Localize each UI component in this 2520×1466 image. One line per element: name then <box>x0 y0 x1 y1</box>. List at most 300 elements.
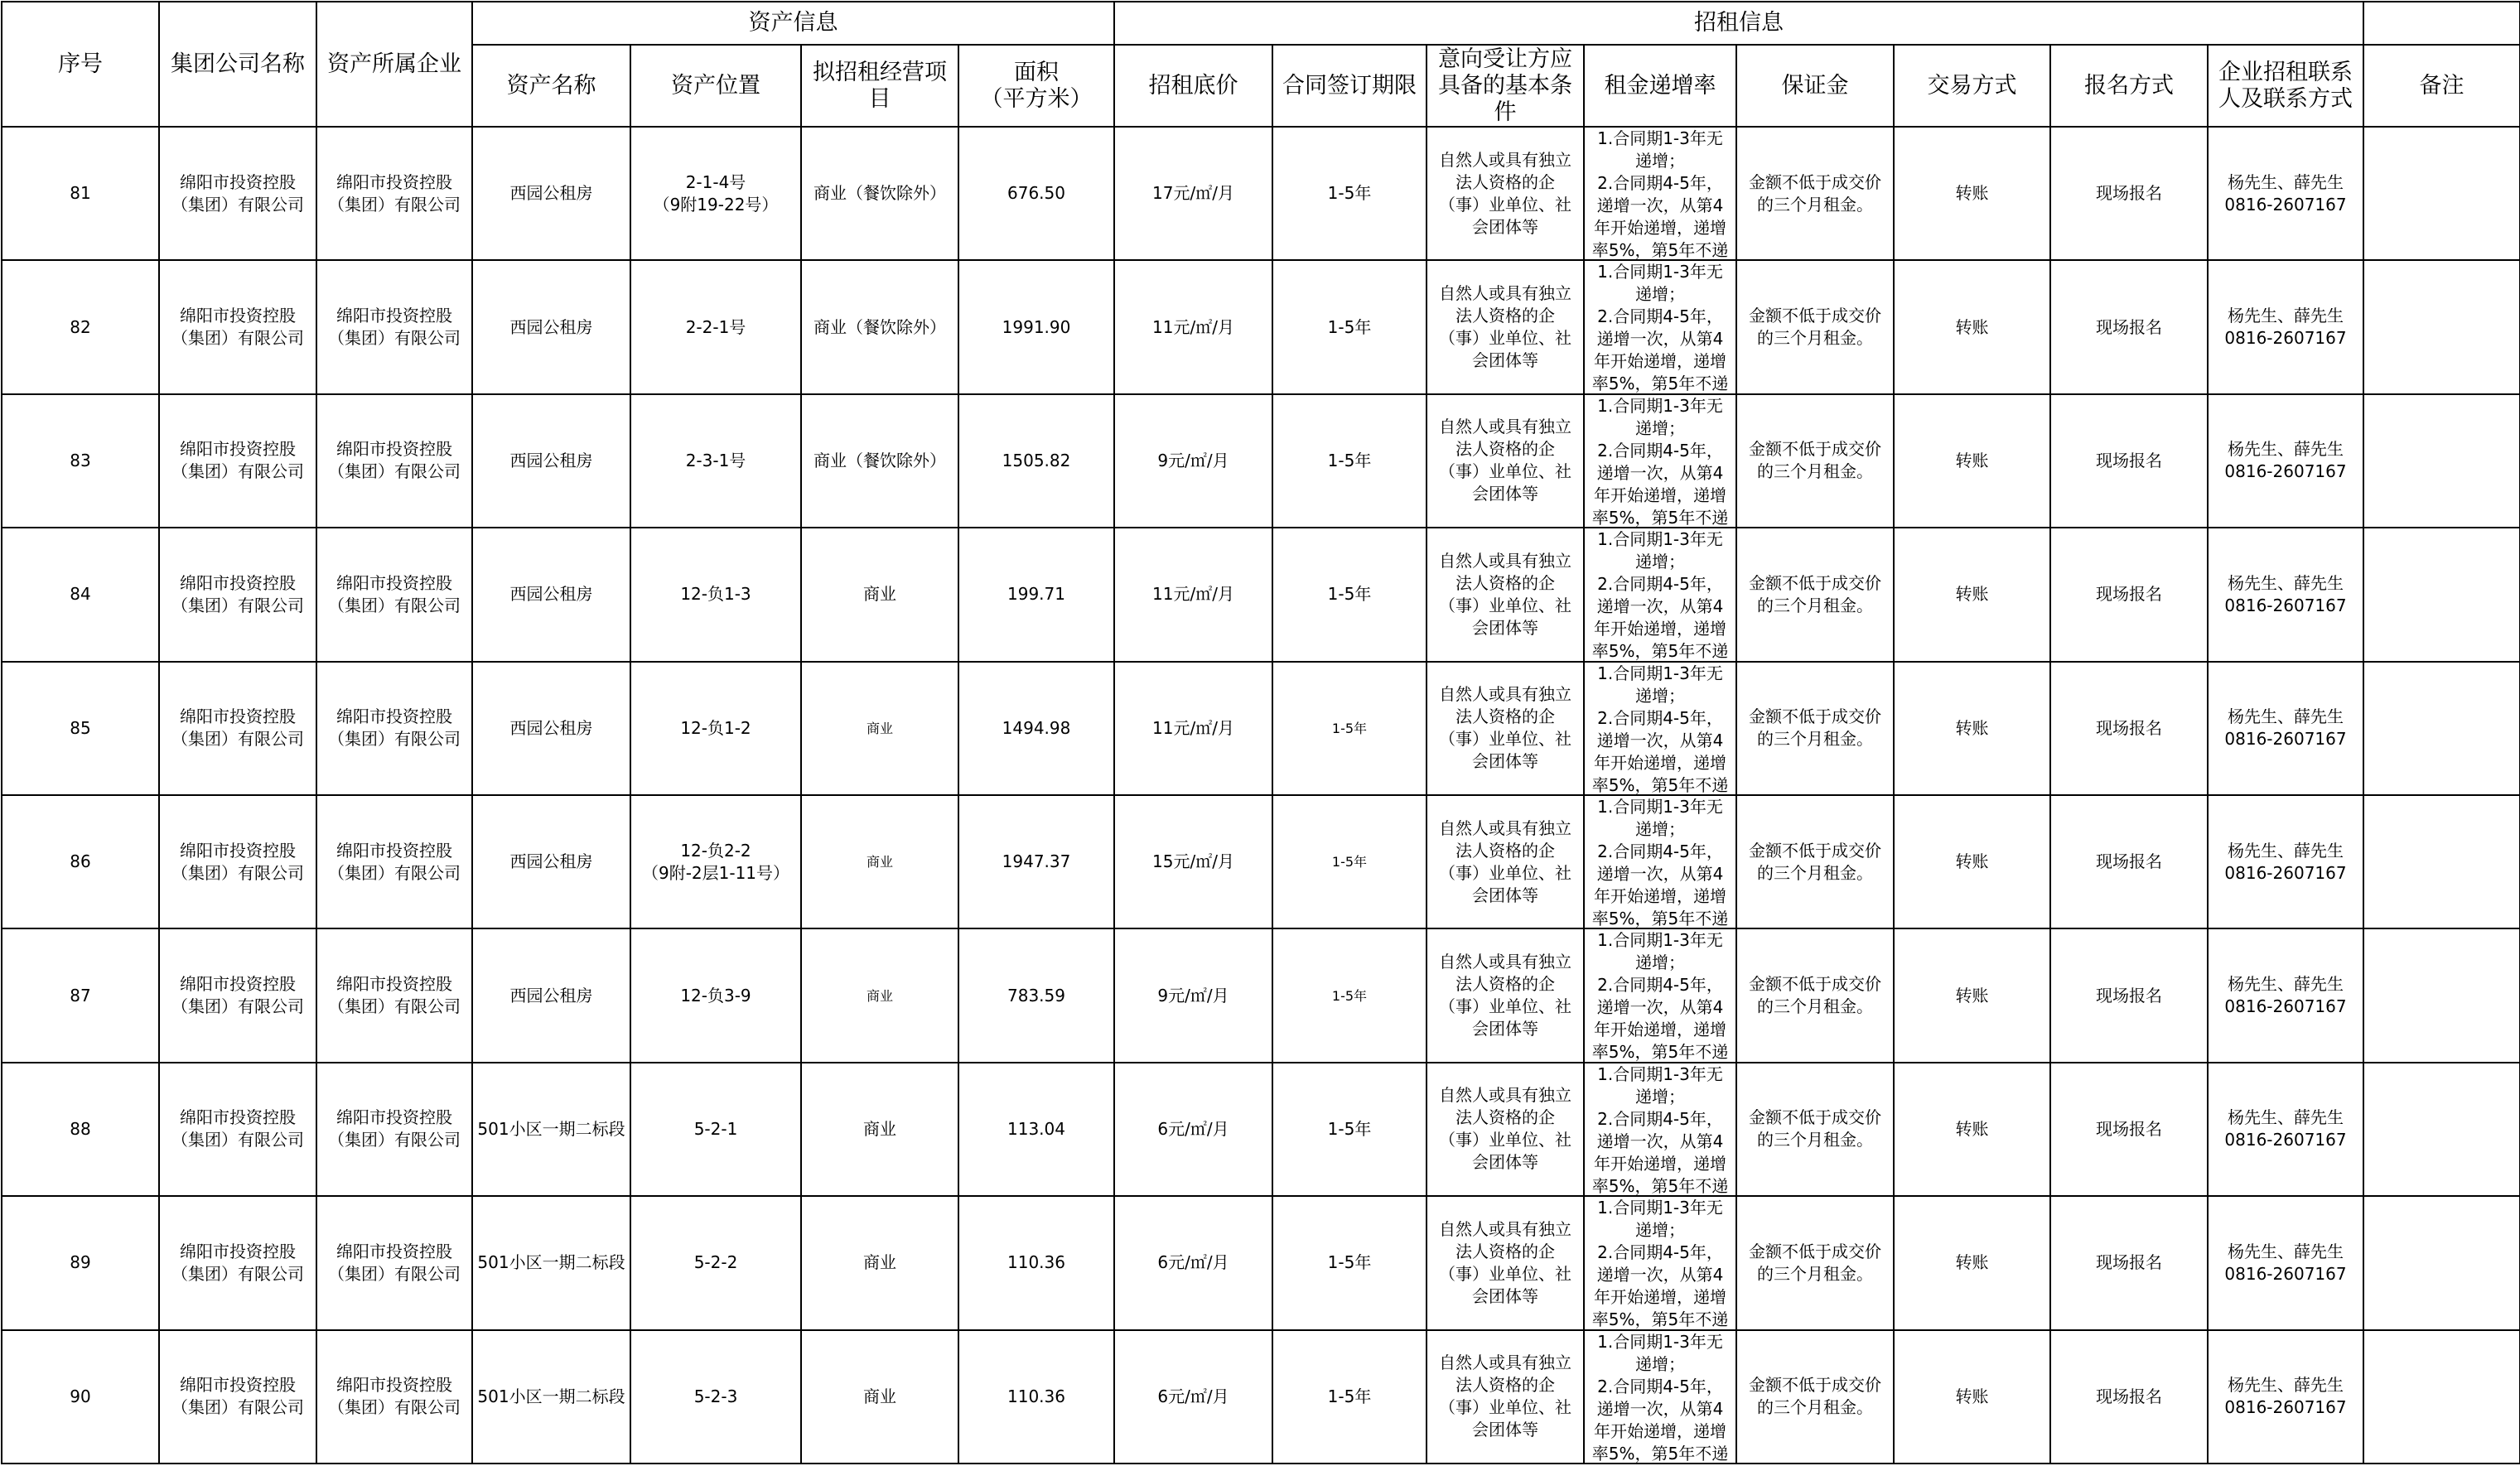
reserve-price-text: 11元/㎡/月 <box>1152 316 1234 337</box>
owner-company-text: 绵阳市投资控股 （集团）有限公司 <box>328 1241 461 1284</box>
location-text: 12-负1-2 <box>680 717 751 738</box>
cell-contact <box>2208 394 2363 528</box>
business-text: 商业 <box>866 987 893 1004</box>
cell-rent-increase <box>1584 662 1736 795</box>
asset-name-text: 501小区一期二标段 <box>477 1252 625 1273</box>
header-location <box>630 45 801 127</box>
cell-no <box>2 1196 159 1329</box>
cell-remarks <box>2363 1063 2520 1196</box>
owner-company-text: 绵阳市投资控股 （集团）有限公司 <box>328 171 461 215</box>
cell-deposit <box>1736 127 1894 260</box>
header-asset-name <box>472 45 630 127</box>
cell-contact <box>2208 1196 2363 1329</box>
cell-location <box>630 795 801 928</box>
cell-owner-company <box>316 260 472 393</box>
rent-increase-text: 1.合同期1-3年无 递增； 2.合同期4-5年， 递增一次，从第4 年开始递增，递增 率5%，第5年不递 <box>1591 930 1729 1062</box>
cell-requirements <box>1427 127 1584 260</box>
table-body <box>2 127 2520 1464</box>
cell-asset-name <box>472 928 630 1062</box>
cell-term <box>1272 394 1427 528</box>
cell-area <box>958 394 1114 528</box>
cell-asset-name <box>472 394 630 528</box>
cell-reserve-price <box>1114 528 1272 661</box>
header-owner-company <box>316 2 472 127</box>
cell-reserve-price <box>1114 260 1272 393</box>
reserve-price-text: 6元/㎡/月 <box>1157 1386 1229 1406</box>
cell-group-company <box>159 1330 316 1464</box>
cell-location <box>630 528 801 661</box>
cell-asset-name <box>472 127 630 260</box>
cell-asset-name <box>472 1196 630 1329</box>
term-text: 1-5年 <box>1327 316 1372 337</box>
term-text: 1-5年 <box>1327 1386 1372 1406</box>
cell-business <box>801 1063 958 1196</box>
area-text: 1991.90 <box>1002 316 1071 337</box>
header-deposit <box>1736 45 1894 127</box>
header-remarks-spacer <box>2363 2 2520 45</box>
business-text: 商业 <box>863 1386 896 1406</box>
header-row-groups <box>2 2 2520 45</box>
no-text: 89 <box>70 1252 91 1273</box>
cell-owner-company <box>316 1330 472 1464</box>
cell-term <box>1272 260 1427 393</box>
header-term <box>1272 45 1427 127</box>
header-area-text: 面积 （平方米） <box>980 59 1093 112</box>
cell-rent-increase <box>1584 260 1736 393</box>
lease-listing-table <box>1 1 2520 1464</box>
group-header-asset-info <box>472 2 1114 45</box>
cell-requirements <box>1427 260 1584 393</box>
cell-remarks <box>2363 795 2520 928</box>
area-text: 110.36 <box>1007 1386 1065 1406</box>
header-transaction <box>1894 45 2050 127</box>
cell-rent-increase <box>1584 1063 1736 1196</box>
cell-term <box>1272 1330 1427 1464</box>
cell-transaction <box>1894 528 2050 661</box>
rent-increase-text: 1.合同期1-3年无 递增； 2.合同期4-5年， 递增一次，从第4 年开始递增，递增 率5%，第5年不递 <box>1591 663 1729 794</box>
header-location-text: 资产位置 <box>671 72 760 99</box>
cell-contact <box>2208 928 2363 1062</box>
cell-business <box>801 528 958 661</box>
registration-text: 现场报名 <box>2096 1386 2162 1406</box>
cell-registration <box>2050 528 2208 661</box>
cell-group-company <box>159 127 316 260</box>
cell-no <box>2 1330 159 1464</box>
location-text: 5-2-2 <box>693 1252 738 1273</box>
cell-group-company <box>159 795 316 928</box>
cell-location <box>630 1196 801 1329</box>
cell-requirements <box>1427 528 1584 661</box>
cell-transaction <box>1894 1330 2050 1464</box>
registration-text: 现场报名 <box>2096 450 2162 470</box>
remarks-text <box>2364 395 2519 527</box>
contact-text: 杨先生、薛先生 0816-2607167 <box>2224 439 2347 482</box>
group-company-text: 绵阳市投资控股 （集团）有限公司 <box>171 974 304 1017</box>
cell-contact <box>2208 662 2363 795</box>
term-text: 1-5年 <box>1327 1118 1372 1139</box>
cell-area <box>958 1063 1114 1196</box>
registration-text: 现场报名 <box>2096 717 2162 738</box>
owner-company-text: 绵阳市投资控股 （集团）有限公司 <box>328 1375 461 1418</box>
cell-no <box>2 928 159 1062</box>
location-text: 12-负2-2 （9附-2层1-11号） <box>641 840 790 883</box>
cell-deposit <box>1736 1063 1894 1196</box>
location-text: 2-1-4号 （9附19-22号） <box>653 171 779 215</box>
cell-reserve-price <box>1114 127 1272 260</box>
table-row <box>2 394 2520 528</box>
cell-registration <box>2050 127 2208 260</box>
reserve-price-text: 6元/㎡/月 <box>1157 1252 1229 1273</box>
cell-transaction <box>1894 928 2050 1062</box>
cell-requirements <box>1427 1330 1584 1464</box>
registration-text: 现场报名 <box>2096 316 2162 337</box>
group-company-text: 绵阳市投资控股 （集团）有限公司 <box>171 572 304 615</box>
business-text: 商业 <box>866 854 893 870</box>
remarks-text <box>2364 663 2519 794</box>
rent-increase-text: 1.合同期1-3年无 递增； 2.合同期4-5年， 递增一次，从第4 年开始递增，递增 率5%，第5年不递 <box>1591 796 1729 928</box>
cell-reserve-price <box>1114 928 1272 1062</box>
header-no <box>2 2 159 127</box>
contact-text: 杨先生、薛先生 0816-2607167 <box>2224 306 2347 349</box>
table-row <box>2 1196 2520 1329</box>
header-registration-text: 报名方式 <box>2084 72 2174 99</box>
table-row <box>2 928 2520 1062</box>
cell-business <box>801 795 958 928</box>
owner-company-text: 绵阳市投资控股 （集团）有限公司 <box>328 439 461 482</box>
no-text: 86 <box>70 851 91 872</box>
cell-transaction <box>1894 260 2050 393</box>
cell-location <box>630 1330 801 1464</box>
header-rent-increase-text: 租金递增率 <box>1604 72 1716 99</box>
table-row <box>2 1063 2520 1196</box>
business-text: 商业（餐饮除外） <box>813 183 946 204</box>
business-text: 商业（餐饮除外） <box>813 316 946 337</box>
rent-increase-text: 1.合同期1-3年无 递增； 2.合同期4-5年， 递增一次，从第4 年开始递增，递增 率5%，第5年不递 <box>1591 128 1729 260</box>
contact-text: 杨先生、薛先生 0816-2607167 <box>2224 171 2347 215</box>
cell-transaction <box>1894 1063 2050 1196</box>
cell-business <box>801 662 958 795</box>
rent-increase-text: 1.合同期1-3年无 递增； 2.合同期4-5年， 递增一次，从第4 年开始递增，递增 率5%，第5年不递 <box>1591 1063 1729 1196</box>
deposit-text: 金额不低于成交价 的三个月租金。 <box>1749 439 1881 482</box>
cell-term <box>1272 795 1427 928</box>
cell-owner-company <box>316 127 472 260</box>
business-text: 商业（餐饮除外） <box>813 450 946 470</box>
cell-business <box>801 260 958 393</box>
owner-company-text: 绵阳市投资控股 （集团）有限公司 <box>328 306 461 349</box>
deposit-text: 金额不低于成交价 的三个月租金。 <box>1749 1375 1881 1418</box>
cell-rent-increase <box>1584 394 1736 528</box>
reserve-price-text: 9元/㎡/月 <box>1157 450 1229 470</box>
deposit-text: 金额不低于成交价 的三个月租金。 <box>1749 840 1881 883</box>
cell-asset-name <box>472 260 630 393</box>
cell-transaction <box>1894 662 2050 795</box>
remarks-text <box>2364 528 2519 660</box>
cell-group-company <box>159 928 316 1062</box>
cell-term <box>1272 1063 1427 1196</box>
group-header-asset-info-text: 资产信息 <box>748 10 838 36</box>
cell-contact <box>2208 1063 2363 1196</box>
cell-registration <box>2050 795 2208 928</box>
header-business-text: 拟招租经营项 目 <box>813 59 947 112</box>
cell-rent-increase <box>1584 127 1736 260</box>
header-term-text: 合同签订期限 <box>1282 72 1417 99</box>
header-remarks <box>2363 45 2520 127</box>
registration-text: 现场报名 <box>2096 584 2162 605</box>
requirements-text: 自然人或具有独立 法人资格的企 （事）业单位、社 会团体等 <box>1439 283 1571 371</box>
header-contact <box>2208 45 2363 127</box>
contact-text: 杨先生、薛先生 0816-2607167 <box>2224 572 2347 615</box>
area-text: 1494.98 <box>1002 717 1071 738</box>
cell-deposit <box>1736 662 1894 795</box>
contact-text: 杨先生、薛先生 0816-2607167 <box>2224 974 2347 1017</box>
deposit-text: 金额不低于成交价 的三个月租金。 <box>1749 1107 1881 1150</box>
cell-asset-name <box>472 528 630 661</box>
cell-transaction <box>1894 127 2050 260</box>
rent-increase-text: 1.合同期1-3年无 递增； 2.合同期4-5年， 递增一次，从第4 年开始递增，递增 率5%，第5年不递 <box>1591 262 1729 393</box>
cell-registration <box>2050 260 2208 393</box>
cell-owner-company <box>316 1196 472 1329</box>
cell-location <box>630 662 801 795</box>
owner-company-text: 绵阳市投资控股 （集团）有限公司 <box>328 572 461 615</box>
header-registration <box>2050 45 2208 127</box>
cell-reserve-price <box>1114 1063 1272 1196</box>
cell-no <box>2 528 159 661</box>
term-text: 1-5年 <box>1331 854 1368 870</box>
cell-term <box>1272 127 1427 260</box>
cell-rent-increase <box>1584 1330 1736 1464</box>
group-company-text: 绵阳市投资控股 （集团）有限公司 <box>171 1107 304 1150</box>
cell-business <box>801 127 958 260</box>
cell-contact <box>2208 260 2363 393</box>
no-text: 82 <box>70 316 91 337</box>
cell-remarks <box>2363 394 2520 528</box>
cell-no <box>2 795 159 928</box>
remarks-text <box>2364 1063 2519 1195</box>
group-company-text: 绵阳市投资控股 （集团）有限公司 <box>171 706 304 750</box>
cell-registration <box>2050 394 2208 528</box>
cell-deposit <box>1736 528 1894 661</box>
cell-area <box>958 795 1114 928</box>
asset-name-text: 501小区一期二标段 <box>477 1386 625 1406</box>
transaction-text: 转账 <box>1955 1118 1989 1139</box>
cell-owner-company <box>316 662 472 795</box>
term-text: 1-5年 <box>1327 1252 1372 1273</box>
cell-remarks <box>2363 662 2520 795</box>
remarks-text <box>2364 796 2519 928</box>
table-row <box>2 662 2520 795</box>
cell-transaction <box>1894 1196 2050 1329</box>
cell-rent-increase <box>1584 928 1736 1062</box>
cell-contact <box>2208 127 2363 260</box>
owner-company-text: 绵阳市投资控股 （集团）有限公司 <box>328 1107 461 1150</box>
cell-no <box>2 260 159 393</box>
asset-name-text: 西园公租房 <box>509 316 593 337</box>
term-text: 1-5年 <box>1331 987 1368 1004</box>
deposit-text: 金额不低于成交价 的三个月租金。 <box>1749 706 1881 750</box>
reserve-price-text: 11元/㎡/月 <box>1152 717 1234 738</box>
cell-deposit <box>1736 260 1894 393</box>
header-requirements-text: 意向受让方应 具备的基本条 件 <box>1438 46 1572 125</box>
header-rent-increase <box>1584 45 1736 127</box>
cell-area <box>958 662 1114 795</box>
deposit-text: 金额不低于成交价 的三个月租金。 <box>1749 974 1881 1017</box>
location-text: 12-负3-9 <box>680 985 751 1005</box>
cell-requirements <box>1427 1063 1584 1196</box>
header-no-text: 序号 <box>58 51 103 77</box>
rent-increase-text: 1.合同期1-3年无 递增； 2.合同期4-5年， 递增一次，从第4 年开始递增，递增 率5%，第5年不递 <box>1591 395 1729 528</box>
cell-area <box>958 928 1114 1062</box>
table-row <box>2 127 2520 260</box>
cell-transaction <box>1894 795 2050 928</box>
cell-asset-name <box>472 795 630 928</box>
table-row <box>2 795 2520 928</box>
cell-remarks <box>2363 260 2520 393</box>
remarks-text <box>2364 929 2519 1061</box>
header-asset-name-text: 资产名称 <box>506 72 596 99</box>
cell-registration <box>2050 928 2208 1062</box>
requirements-text: 自然人或具有独立 法人资格的企 （事）业单位、社 会团体等 <box>1439 684 1571 772</box>
requirements-text: 自然人或具有独立 法人资格的企 （事）业单位、社 会团体等 <box>1439 1353 1571 1440</box>
header-reserve-price-text: 招租底价 <box>1148 72 1238 99</box>
term-text: 1-5年 <box>1327 450 1372 470</box>
business-text: 商业 <box>863 584 896 605</box>
location-text: 12-负1-3 <box>680 584 751 605</box>
cell-asset-name <box>472 662 630 795</box>
cell-location <box>630 127 801 260</box>
term-text: 1-5年 <box>1331 720 1368 736</box>
cell-asset-name <box>472 1063 630 1196</box>
cell-reserve-price <box>1114 1330 1272 1464</box>
no-text: 88 <box>70 1118 91 1139</box>
deposit-text: 金额不低于成交价 的三个月租金。 <box>1749 572 1881 615</box>
cell-deposit <box>1736 1196 1894 1329</box>
cell-remarks <box>2363 928 2520 1062</box>
header-group-company-text: 集团公司名称 <box>171 51 305 77</box>
owner-company-text: 绵阳市投资控股 （集团）有限公司 <box>328 974 461 1017</box>
transaction-text: 转账 <box>1955 985 1989 1005</box>
asset-name-text: 西园公租房 <box>509 851 593 872</box>
transaction-text: 转账 <box>1955 316 1989 337</box>
cell-area <box>958 1196 1114 1329</box>
cell-registration <box>2050 1196 2208 1329</box>
transaction-text: 转账 <box>1955 717 1989 738</box>
contact-text: 杨先生、薛先生 0816-2607167 <box>2224 1107 2347 1150</box>
reserve-price-text: 17元/㎡/月 <box>1152 183 1234 204</box>
cell-owner-company <box>316 528 472 661</box>
cell-area <box>958 1330 1114 1464</box>
owner-company-text: 绵阳市投资控股 （集团）有限公司 <box>328 706 461 750</box>
table-row <box>2 528 2520 661</box>
registration-text: 现场报名 <box>2096 1252 2162 1273</box>
asset-name-text: 西园公租房 <box>509 450 593 470</box>
cell-location <box>630 928 801 1062</box>
rent-increase-text: 1.合同期1-3年无 递增； 2.合同期4-5年， 递增一次，从第4 年开始递增，递增 率5%，第5年不递 <box>1591 529 1729 661</box>
header-owner-company-text: 资产所属企业 <box>327 51 461 77</box>
business-text: 商业 <box>866 720 893 736</box>
term-text: 1-5年 <box>1327 183 1372 204</box>
group-company-text: 绵阳市投资控股 （集团）有限公司 <box>171 306 304 349</box>
location-text: 5-2-3 <box>693 1386 738 1406</box>
registration-text: 现场报名 <box>2096 1118 2162 1139</box>
table-header <box>2 2 2520 127</box>
header-requirements <box>1427 45 1584 127</box>
cell-business <box>801 1330 958 1464</box>
cell-owner-company <box>316 394 472 528</box>
cell-term <box>1272 928 1427 1062</box>
reserve-price-text: 6元/㎡/月 <box>1157 1118 1229 1139</box>
cell-rent-increase <box>1584 528 1736 661</box>
registration-text: 现场报名 <box>2096 985 2162 1005</box>
rent-increase-text: 1.合同期1-3年无 递增； 2.合同期4-5年， 递增一次，从第4 年开始递增，递增 率5%，第5年不递 <box>1591 1198 1729 1329</box>
cell-rent-increase <box>1584 1196 1736 1329</box>
cell-deposit <box>1736 394 1894 528</box>
header-contact-text: 企业招租联系 人及联系方式 <box>2218 59 2353 112</box>
cell-remarks <box>2363 528 2520 661</box>
table-row <box>2 260 2520 393</box>
cell-owner-company <box>316 795 472 928</box>
no-text: 83 <box>70 450 91 470</box>
business-text: 商业 <box>863 1252 896 1273</box>
cell-term <box>1272 1196 1427 1329</box>
header-remarks-text: 备注 <box>2419 72 2464 99</box>
rent-increase-text: 1.合同期1-3年无 递增； 2.合同期4-5年， 递增一次，从第4 年开始递增，递增 率5%，第5年不递 <box>1591 1331 1729 1463</box>
area-text: 1947.37 <box>1002 851 1071 872</box>
no-text: 84 <box>70 584 91 605</box>
cell-contact <box>2208 795 2363 928</box>
cell-contact <box>2208 528 2363 661</box>
table-row <box>2 1330 2520 1464</box>
cell-location <box>630 260 801 393</box>
cell-requirements <box>1427 928 1584 1062</box>
no-text: 85 <box>70 717 91 738</box>
header-deposit-text: 保证金 <box>1781 72 1849 99</box>
requirements-text: 自然人或具有独立 法人资格的企 （事）业单位、社 会团体等 <box>1439 149 1571 237</box>
asset-name-text: 西园公租房 <box>509 183 593 204</box>
cell-area <box>958 528 1114 661</box>
contact-text: 杨先生、薛先生 0816-2607167 <box>2224 1241 2347 1284</box>
requirements-text: 自然人或具有独立 法人资格的企 （事）业单位、社 会团体等 <box>1439 1218 1571 1306</box>
group-header-lease-info-text: 招租信息 <box>1694 10 1784 36</box>
cell-owner-company <box>316 1063 472 1196</box>
contact-text: 杨先生、薛先生 0816-2607167 <box>2224 1375 2347 1418</box>
location-text: 5-2-1 <box>693 1118 738 1139</box>
header-business <box>801 45 958 127</box>
reserve-price-text: 15元/㎡/月 <box>1152 851 1234 872</box>
area-text: 113.04 <box>1007 1118 1065 1139</box>
area-text: 783.59 <box>1007 985 1065 1005</box>
no-text: 90 <box>70 1386 91 1406</box>
cell-location <box>630 1063 801 1196</box>
group-company-text: 绵阳市投资控股 （集团）有限公司 <box>171 840 304 883</box>
cell-registration <box>2050 1063 2208 1196</box>
group-company-text: 绵阳市投资控股 （集团）有限公司 <box>171 1241 304 1284</box>
location-text: 2-2-1号 <box>685 316 746 337</box>
asset-name-text: 501小区一期二标段 <box>477 1118 625 1139</box>
remarks-text <box>2364 1197 2519 1329</box>
cell-no <box>2 662 159 795</box>
cell-remarks <box>2363 127 2520 260</box>
cell-requirements <box>1427 662 1584 795</box>
asset-name-text: 西园公租房 <box>509 717 593 738</box>
cell-business <box>801 928 958 1062</box>
transaction-text: 转账 <box>1955 1252 1989 1273</box>
cell-reserve-price <box>1114 1196 1272 1329</box>
requirements-text: 自然人或具有独立 法人资格的企 （事）业单位、社 会团体等 <box>1439 817 1571 905</box>
registration-text: 现场报名 <box>2096 851 2162 872</box>
cell-requirements <box>1427 394 1584 528</box>
header-group-company <box>159 2 316 127</box>
cell-reserve-price <box>1114 662 1272 795</box>
